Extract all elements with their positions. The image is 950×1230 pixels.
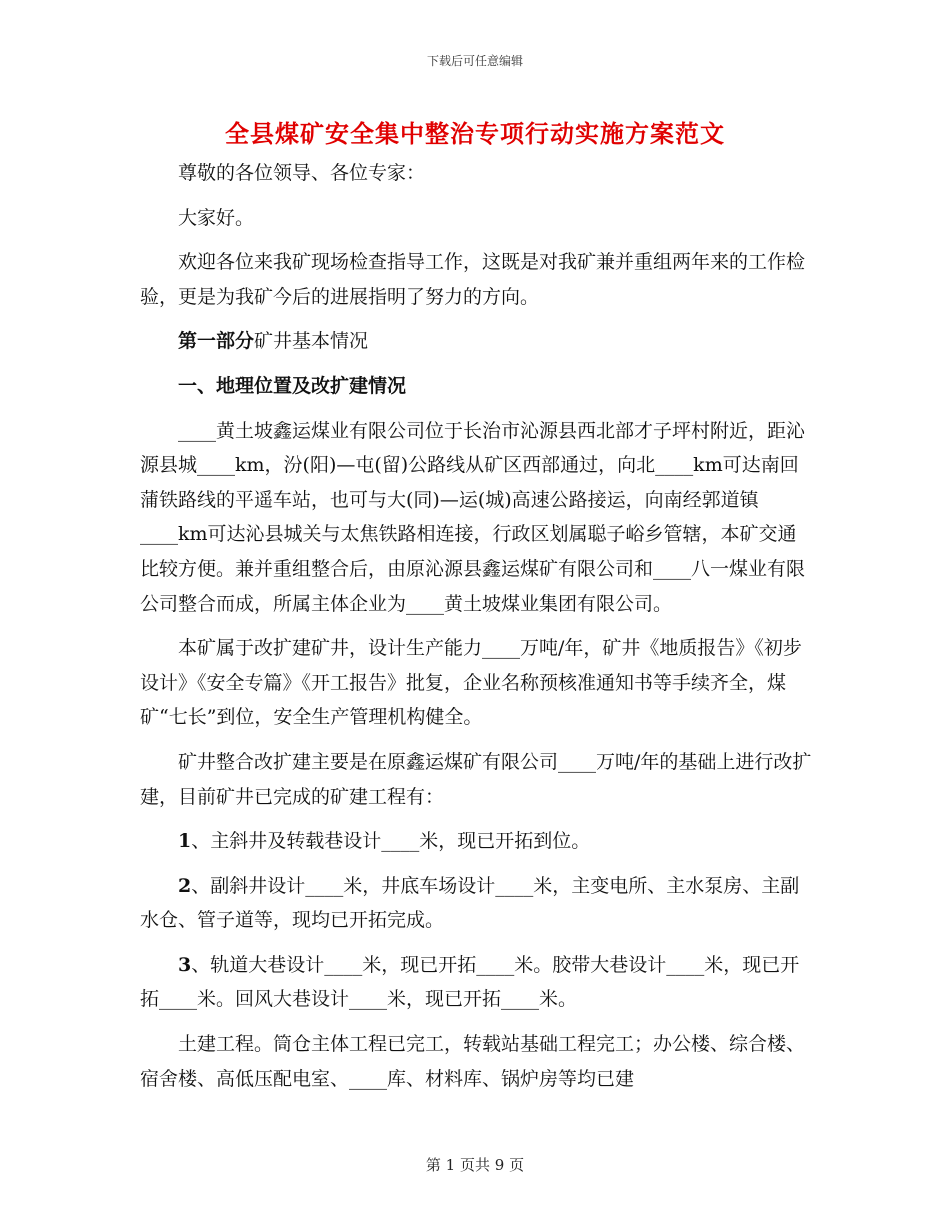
part-heading-label: 第一部分 [178, 330, 255, 353]
document-title: 全县煤矿安全集中整治专项行动实施方案范文 [225, 119, 725, 148]
list-item [140, 948, 812, 1017]
capacity-paragraph: 本矿属于改扩建矿井，设计生产能力____万吨/年，矿井《地质报告》《初步设计》《安全专篇》《开工报告》批复，企业名称预核准通知书等手续齐全，煤矿“七长”到位，安全生产管理机构健全。 [140, 637, 802, 729]
list-item-text: 、轨道大巷设计____米，现已开拓____米。胶带大巷设计____米，现已开拓____米。回风大巷设计____米，现已开拓____米。 [140, 953, 800, 1011]
list-item-text: 、副斜井设计____米，井底车场设计____米，主变电所、主水泵房、主副水仓、管子道等，现均已开拓完成。 [140, 874, 800, 932]
list-item-number: 2 [178, 874, 192, 897]
greeting: 大家好。 [178, 206, 255, 229]
page-header-note: 下载后可任意编辑 [426, 54, 523, 68]
list-item-number: 3 [178, 953, 192, 976]
location-paragraph: ____黄土坡鑫运煤业有限公司位于长治市沁源县西北部才子坪村附近，距沁源县城____km，汾(阳)—屯(留)公路线从矿区西部通过，向北____km可达南回蒲铁路线的平遥车站，也可与大(同)—运(城)高速公路接运，向南经郭道镇____km可达沁县城关与太焦铁路相连接，行政区划属聪子峪乡管辖，本矿交通比较方便。兼并重组整合后，由原沁源县鑫运煤矿有限公司和____八一煤业有限公司整合而成，所属主体企业为____黄土坡煤业集团有限公司。 [140, 419, 806, 615]
part-heading [140, 324, 812, 359]
list-item-number: 1 [178, 830, 192, 853]
list-item-text: 、主斜井及转载巷设计____米，现已开拓到位。 [191, 830, 591, 853]
part-heading-text: 矿井基本情况 [254, 330, 369, 353]
list-item [140, 824, 812, 859]
page-number: 第 1 页共 9 页 [425, 1156, 525, 1174]
section-heading: 一、地理位置及改扩建情况 [178, 374, 407, 397]
salutation: 尊敬的各位领导、各位专家： [178, 162, 426, 184]
welcome-paragraph: 欢迎各位来我矿现场检查指导工作，这既是对我矿兼并重组两年来的工作检验，更是为我矿今后的进展指明了努力的方向。 [140, 251, 806, 308]
expansion-paragraph: 矿井整合改扩建主要是在原鑫运煤矿有限公司____万吨/年的基础上进行改扩建，目前矿井已完成的矿建工程有： [140, 750, 812, 808]
civil-works-paragraph: 土建工程。筒仓主体工程已完工，转载站基础工程完工；办公楼、综合楼、宿舍楼、高低压配电室、____库、材料库、锅炉房等均已建 [140, 1033, 806, 1090]
list-item [140, 869, 812, 938]
document-body [140, 156, 812, 1106]
